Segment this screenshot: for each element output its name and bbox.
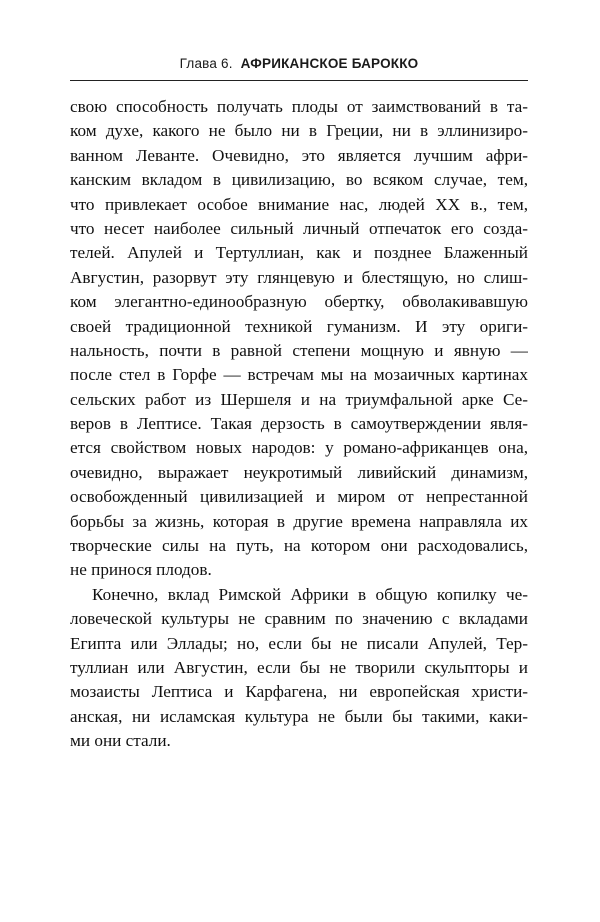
paragraph-2 <box>70 583 528 754</box>
text-line: освобожденный цивилизацией и миром от непрестанной <box>70 487 528 507</box>
chapter-title: АФРИКАНСКОЕ БАРОККО <box>240 56 419 71</box>
text-line: что привлекает особое внимание нас, людей XX в., тем, <box>70 194 528 214</box>
text-line: ком элегантно-единообразную обертку, обволакивавшую <box>70 292 528 312</box>
text-line: борьбы за жизнь, которая в другие времена направляла их <box>70 511 528 531</box>
text-line: телей. Апулей и Тертуллиан, как и позднее Блаженный <box>70 243 528 263</box>
text-line: ком духе, какого не было ни в Греции, ни в эллинизиро- <box>70 121 528 141</box>
text-line: туллиан или Августин, если бы не творили скульпторы и <box>70 657 528 677</box>
text-line: веров в Лептисе. Такая дерзость в самоутверждении явля- <box>70 414 528 434</box>
text-line: не принося плодов. <box>70 560 212 580</box>
paragraph-1 <box>70 95 528 583</box>
text-line: после стел в Горфе — встречам мы на мозаичных картинах <box>70 365 528 385</box>
text-line: что несет наиболее сильный личный отпечаток его созда- <box>70 218 528 238</box>
text-line: мозаисты Лептиса и Карфагена, ни европейская христи- <box>70 682 528 702</box>
text-line: Египта или Эллады; но, если бы не писали Апулей, Тер- <box>70 633 528 653</box>
text-line: сельских работ из Шершеля и на триумфальной арке Се- <box>70 389 528 409</box>
text-line: анская, ни исламская культура не были бы такими, каки- <box>70 706 528 726</box>
running-header <box>70 56 528 71</box>
text-line: Августин, разорвут эту глянцевую и блестящую, но слиш- <box>70 267 528 287</box>
text-line: ванном Леванте. Очевидно, это является лучшим афри- <box>70 145 528 165</box>
text-line: своей традиционной техникой гуманизм. И эту ориги- <box>70 316 528 336</box>
text-line: Конечно, вклад Римской Африки в общую копилку че- <box>92 584 528 604</box>
text-line: ловеческой культуры не сравним по значению с вкладами <box>70 609 528 629</box>
text-line: нальность, почти в равной степени мощную и явную — <box>70 340 528 360</box>
text-line: ми они стали. <box>70 731 171 751</box>
text-line: творческие силы на путь, на котором они расходовались, <box>70 536 528 556</box>
text-line: канским вкладом в цивилизацию, во всяком случае, тем, <box>70 170 528 190</box>
header-rule <box>70 80 528 81</box>
text-line: очевидно, выражает неукротимый ливийский динамизм, <box>70 462 528 482</box>
text-line: свою способность получать плоды от заимствований в та- <box>70 97 528 116</box>
body-text <box>70 95 528 754</box>
text-line: ется свойством новых народов: у романо-африканцев она, <box>70 438 528 458</box>
chapter-label: Глава 6. <box>179 56 233 71</box>
